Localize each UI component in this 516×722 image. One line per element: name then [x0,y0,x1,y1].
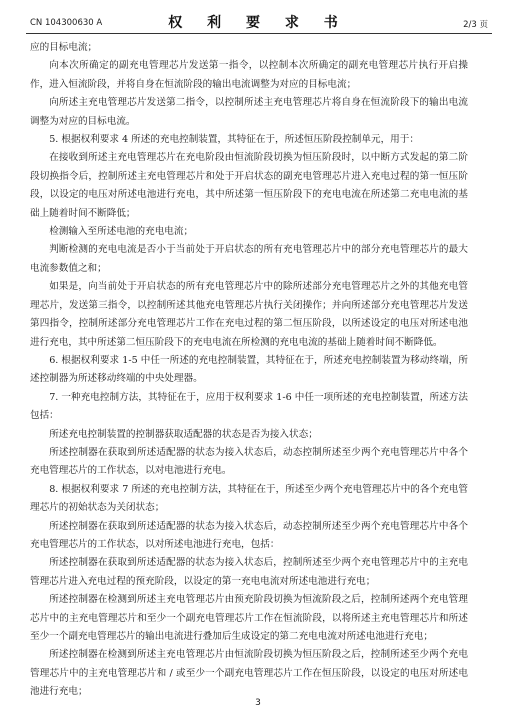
claim-paragraph: 所述控制器在获取到所述适配器的状态为接入状态后，动态控制所述至少两个充电管理芯片中各个充电管理芯片的工作状态，以对电池进行充电。 [30,446,468,477]
claim-paragraph: 如果是，向当前处于开启状态的所有充电管理芯片中的除所述部分充电管理芯片之外的其他充电管理芯片，发送第三指令，以控制所述其他充电管理芯片执行关闭操作；并向所述部分充电管理芯片发送第四指令，控制所述部分充电管理芯片工作在充电过程的第二恒压阶段，以所述设定的电压对所述电池进行充电，其中所述第二恒压阶段下的充电电流在所检测的充电电流的基础上随着时间不断降低。 [30,281,468,348]
claim-paragraph: 8. 根据权利要求 7 所述的充电控制方法，其特征在于，所述至少两个充电管理芯片中的各个充电管理芯片的初始状态为关闭状态； [30,483,468,514]
claim-paragraph: 所述控制器在检测到所述主充电管理芯片由恒流阶段切换为恒压阶段之后，控制所述至少两个充电管理芯片中的主充电管理芯片和 / 或至少一个副充电管理芯片工作在恒压阶段，以设定的电压对所述电池进行充电； [30,649,468,698]
page-header [0,0,516,30]
claim-paragraph: 所述控制器在获取到所述适配器的状态为接入状态后，控制所述至少两个充电管理芯片中的主充电管理芯片进入充电过程的预充阶段，以设定的第一充电电流对所述电池进行充电； [30,557,468,587]
claim-paragraph: 向本次所确定的副充电管理芯片发送第一指令，以控制本次所确定的副充电管理芯片执行开启操作，进入恒流阶段，并将自身在恒流阶段的输出电流调整为对应的目标电流； [30,60,468,90]
document-title: 权 利 要 求 书 [168,15,348,31]
claim-paragraph: 向所述主充电管理芯片发送第二指令，以控制所述主充电管理芯片将自身在恒流阶段下的输出电流调整为对应的目标电流。 [30,97,468,127]
page-number: 3 [255,698,261,708]
claim-paragraph: 所述控制器在获取到所述适配器的状态为接入状态后，动态控制所述至少两个充电管理芯片中各个充电管理芯片的工作状态，以对所述电池进行充电，包括： [30,520,468,550]
claim-paragraph: 判断检测的充电电流是否小于当前处于开启状态的所有充电管理芯片中的部分充电管理芯片的最大电流参数值之和； [30,244,468,274]
header-rule [26,33,492,34]
claim-paragraph: 所述控制器在检测到所述主充电管理芯片由预充阶段切换为恒流阶段之后，控制所述两个充电管理芯片中的主充电管理芯片和至少一个副充电管理芯片工作在恒流阶段，以将所述主充电管理芯片和所述至少一个副充电管理芯片的输出电流进行叠加后生成设定的第二充电电流对所述电池进行充电； [30,594,468,642]
publication-number: CN 104300630 A [30,18,103,28]
page-indicator: 2/3 页 [463,20,488,30]
claim-paragraph: 所述充电控制装置的控制器获取适配器的状态是否为接入状态； [49,428,318,440]
claim-paragraph: 7. 一种充电控制方法，其特征在于，应用于权利要求 1-6 中任一项所述的充电控制装置，所述方法包括： [30,391,468,422]
claim-paragraph: 6. 根据权利要求 1-5 中任一所述的充电控制装置，其特征在于，所述充电控制装置为移动终端，所述控制器为所述移动终端的中央处理器。 [30,354,468,385]
claim-paragraph: 检测输入至所述电池的充电电流； [49,226,194,238]
claim-paragraph: 应的目标电流； [30,42,98,53]
claim-paragraph: 在接收到所述主充电管理芯片在充电阶段由恒流阶段切换为恒压阶段时，以中断方式发起的第二阶段切换指令后，控制所述主充电管理芯片和处于开启状态的副充电管理芯片进入充电过程的第一恒压阶段，以设定的电压对所述电池进行充电，其中所述第一恒压阶段下的充电电流在所述第二充电电流的基础上随着时间不断降低； [30,152,468,219]
claims-body [30,39,468,702]
claim-paragraph: 5. 根据权利要求 4 所述的充电控制装置，其特征在于，所述恒压阶段控制单元，用于： [49,134,419,146]
